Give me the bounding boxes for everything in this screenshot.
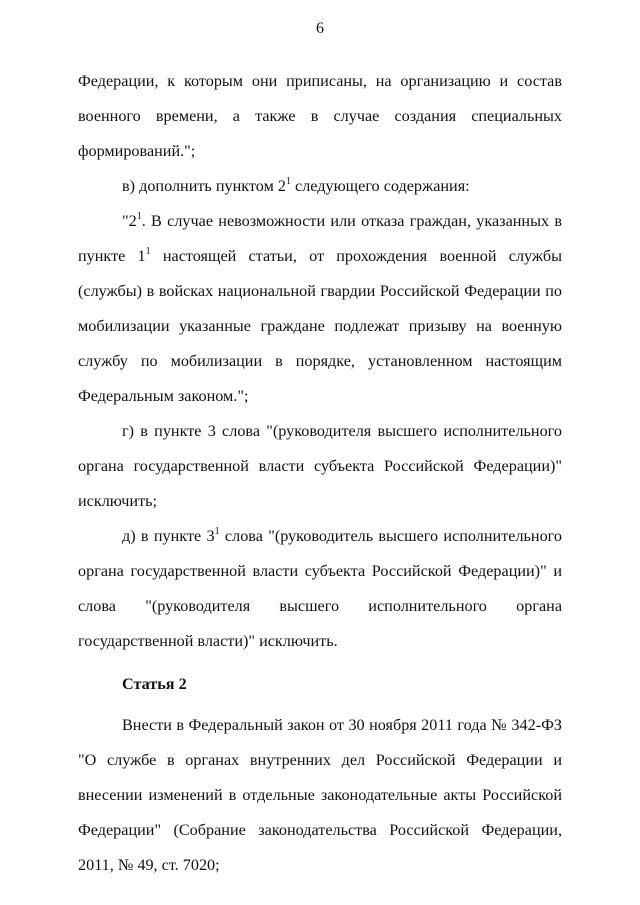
paragraph-item-v: в) дополнить пунктом $2^1$ следующего содержания: [122, 175, 470, 195]
page-number: 6 [316, 20, 324, 37]
paragraph-item-d: д) в пункте $3^1$ слова "(руководитель высшего исполнительного органа государственной власти субъекта Российской Федерации)" и слова "(руководителя высшего исполнительного органа государственной власти)" исключить. [78, 525, 562, 650]
superscript: 1 [136, 210, 142, 222]
document-body [78, 64, 562, 883]
paragraph-new-point: "$2^1$. В случае невозможности или отказа граждан, указанных в пункте $1^1$ настоящей статьи, от прохождения военной службы (службы) в войсках национальной гвардии Российской Федерации по мобилизации указанные граждане подлежат призыву на военную службу по мобилизации в порядке, установленном настоящим Федеральным законом."; [78, 210, 562, 405]
article-heading: Статья 2 [122, 675, 187, 693]
superscript: 1 [145, 245, 151, 257]
paragraph-article-2: Внести в Федеральный закон от 30 ноября 2011 года № 342-ФЗ "О службе в органах внутренних дел Российской Федерации и внесении изменений в отдельные законодательные акты Российской Федерации" (Собрание законодательства Российской Федерации, 2011, № 49, ст. 7020; [78, 716, 562, 874]
paragraph-continuation: Федерации, к которым они приписаны, на организацию и состав военного времени, а также в случае создания специальных формирований."; [78, 72, 562, 160]
paragraph-item-g: г) в пункте 3 слова "(руководителя высшего исполнительного органа государственной власти субъекта Российской Федерации)" исключить; [78, 422, 562, 510]
superscript: 1 [285, 175, 291, 187]
superscript: 1 [214, 525, 220, 537]
